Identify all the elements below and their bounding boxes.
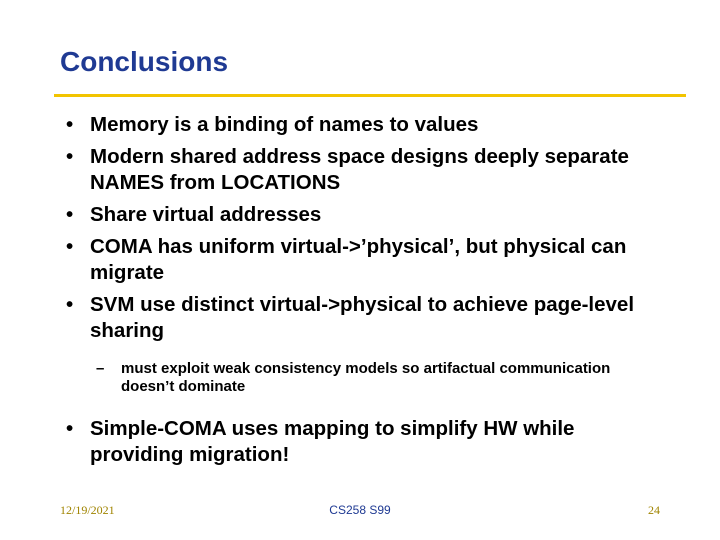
- bullet-marker: •: [66, 235, 74, 258]
- bullet-item: [66, 234, 666, 286]
- bullet-item: [66, 292, 666, 344]
- footer-date: 12/19/2021: [60, 503, 115, 517]
- bullet-text: Share virtual addresses: [90, 203, 322, 226]
- footer-course: CS258 S99: [329, 503, 391, 517]
- bullet-text: Modern shared address space designs deeply separate NAMES from LOCATIONS: [90, 145, 629, 194]
- bullet-text: Simple-COMA uses mapping to simplify HW while providing migration!: [90, 417, 575, 466]
- title-divider: [54, 94, 686, 97]
- bullet-text: COMA has uniform virtual->’physical’, but physical can migrate: [90, 235, 627, 284]
- bullet-item: [66, 144, 666, 196]
- bullet-marker: •: [66, 145, 74, 168]
- bullet-marker: •: [66, 417, 74, 440]
- bullet-item: [66, 416, 666, 468]
- sub-bullet-item: [66, 360, 666, 396]
- bullet-list: [66, 112, 666, 474]
- sub-bullet-marker: –: [96, 360, 105, 377]
- page-number: 24: [648, 503, 660, 517]
- bullet-item: [66, 112, 666, 138]
- bullet-item: [66, 202, 666, 228]
- bullet-marker: •: [66, 293, 74, 316]
- sub-bullet-text: must exploit weak consistency models so artifactual communication doesn’t dominate: [121, 360, 611, 395]
- bullet-marker: •: [66, 113, 74, 136]
- bullet-marker: •: [66, 203, 74, 226]
- slide-title: Conclusions: [60, 46, 229, 77]
- bullet-text: Memory is a binding of names to values: [90, 113, 479, 136]
- bullet-text: SVM use distinct virtual->physical to achieve page-level sharing: [90, 293, 635, 342]
